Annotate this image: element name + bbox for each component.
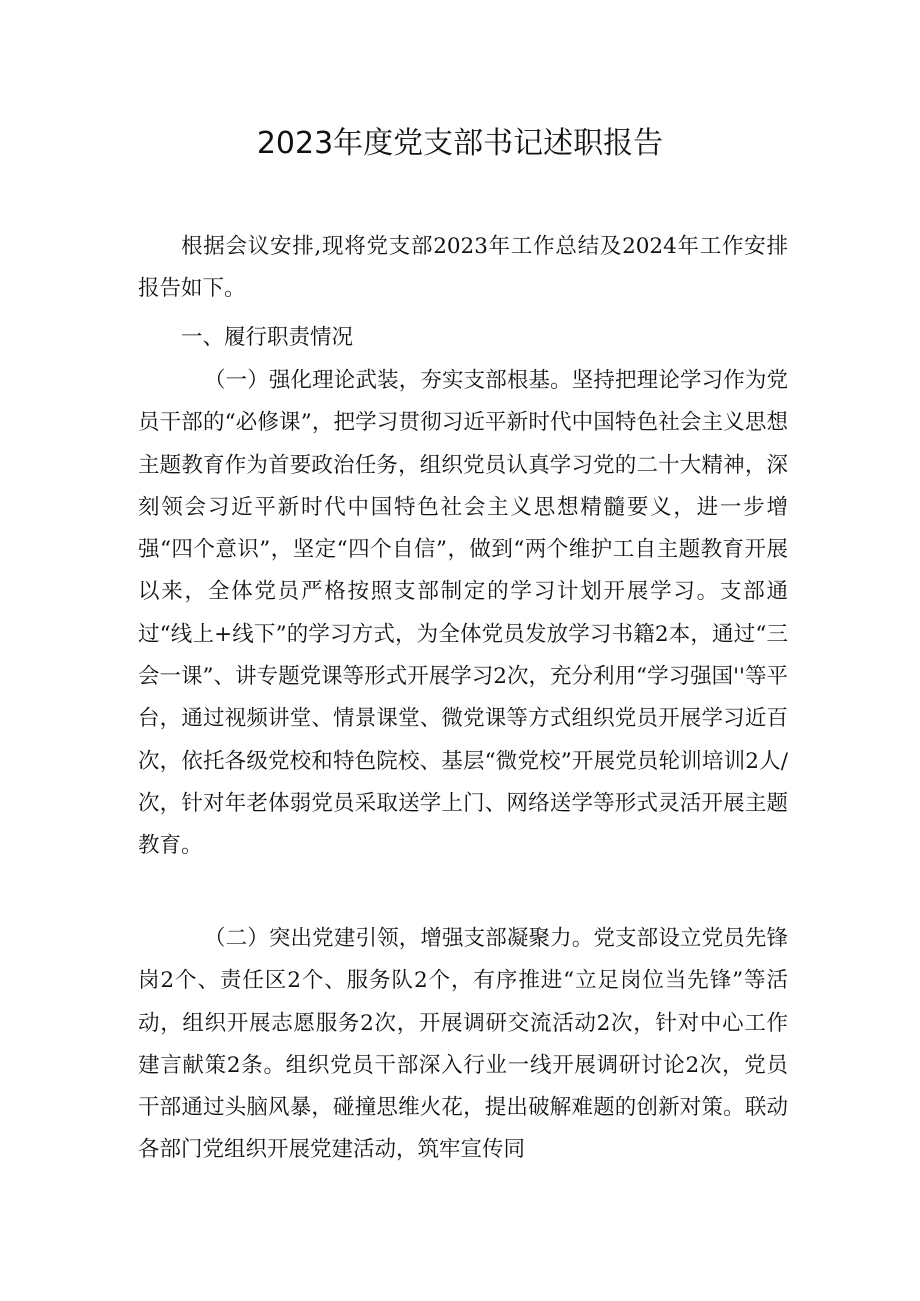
section-heading: 一、履行职责情况	[181, 325, 354, 350]
document-title: 2023年度党支部书记述职报告	[256, 126, 664, 161]
intro-paragraph: 根据会议安排,现将党支部2023年工作总结及2024年工作安排报告如下。	[138, 234, 788, 302]
body-paragraph-2: （二）突出党建引领，增强支部凝聚力。党支部设立党员先锋岗2个、责任区2个、服务队2个，有序推进“立足岗位当先锋”等活动，组织开展志愿服务2次，开展调研交流活动2次，针对中心工作建言献策2条。组织党员干部深入行业一线开展调研讨论2次，党员干部通过头脑风暴，碰撞思维火花，提出破解难题的创新对策。联动各部门党组织开展党建活动，筑牢宣传同	[138, 926, 788, 1163]
body-paragraph-1: （一）强化理论武装，夯实支部根基。坚持把理论学习作为党员干部的“必修课”，把学习贯彻习近平新时代中国特色社会主义思想主题教育作为首要政治任务，组织党员认真学习党的二十大精神，深刻领会习近平新时代中国特色社会主义思想精髓要义，进一步增强“四个意识”，坚定“四个自信”，做到“两个维护工自主题教育开展以来，全体党员严格按照支部制定的学习计划开展学习。支部通过“线上+线下”的学习方式，为全体党员发放学习书籍2本，通过“三会一课”、讲专题党课等形式开展学习2次，充分利用“学习强国''等平台，通过视频讲堂、情景课堂、微党课等方式组织党员开展学习近百次，依托各级党校和特色院校、基层“微党校”开展党员轮训培训2人/次，针对年老体弱党员采取送学上门、网络送学等形式灵活开展主题教育。	[138, 368, 788, 859]
